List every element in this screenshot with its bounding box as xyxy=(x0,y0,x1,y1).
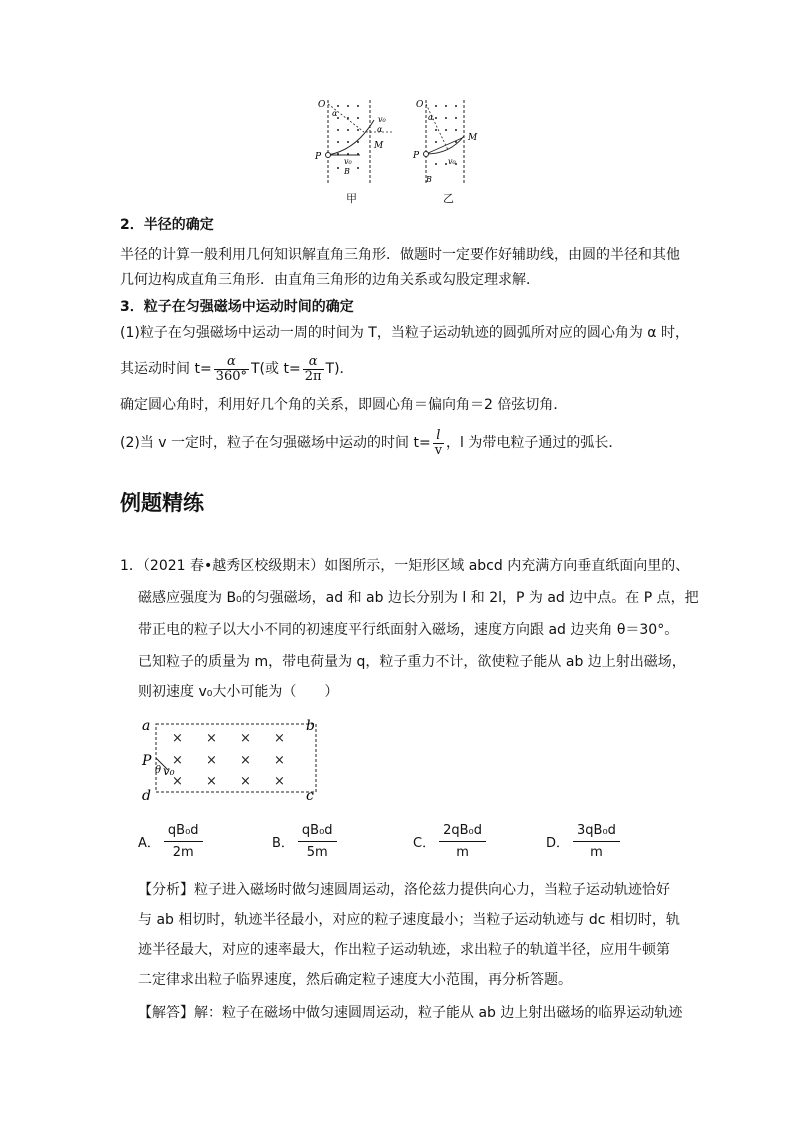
section2-heading: 2．半径的确定 xyxy=(120,217,214,233)
jia-point-P xyxy=(326,153,331,158)
fraction-denominator: 5m xyxy=(298,841,337,861)
analysis-line1: 【分析】粒子进入磁场时做匀速圆周运动，洛伦兹力提供向心力，当粒子运动轨迹恰好 xyxy=(138,882,670,898)
p2-prefix: (2)当 v 一定时，粒子在匀强磁场中运动的时间 t= xyxy=(120,435,431,451)
fraction-numerator: 3qB₀d xyxy=(577,823,616,838)
fraction-l-v xyxy=(433,429,444,458)
figure-jia-caption: 甲 xyxy=(346,192,357,205)
section3-p1-line1: (1)粒子在匀强磁场中运动一周的时间为 T，当粒子运动轨迹的圆弧所对应的圆心角为 α 时， xyxy=(120,325,689,341)
fraction-denominator: 360° xyxy=(215,368,247,384)
fraction-alpha-360 xyxy=(214,355,249,384)
yi-label-M: M xyxy=(468,133,478,143)
svg-text:×: × xyxy=(172,753,183,768)
option-fraction xyxy=(164,822,203,861)
top-figures xyxy=(300,92,490,207)
svg-text:×: × xyxy=(206,731,217,746)
section3-p1-line3: 确定圆心角时，利用好几个角的关系，即圆心角＝偏向角＝2 倍弦切角． xyxy=(120,397,568,413)
jia-label-v0-bottom: v₀ xyxy=(344,157,352,166)
svg-text:×: × xyxy=(206,774,217,789)
corner-b: b xyxy=(306,718,315,734)
question1-figure xyxy=(136,712,326,804)
option-fraction xyxy=(298,822,337,861)
examples-heading: 例题精练 xyxy=(120,491,204,515)
question1-line1: 1．（2021 春•越秀区校级期末）如图所示，一矩形区域 abcd 内充满方向垂直纸面向里的、 xyxy=(120,558,690,574)
option-B[interactable] xyxy=(272,822,337,861)
yi-label-v0: v₀ xyxy=(448,157,456,166)
yi-field-dots xyxy=(435,105,457,165)
answer-line1: 【解答】解：粒子在磁场中做匀速圆周运动，粒子能从 ab 边上射出磁场的临界运动轨迹 xyxy=(138,1005,683,1021)
yi-label-alpha1: α xyxy=(428,113,434,122)
corner-c: c xyxy=(306,788,314,804)
svg-text:×: × xyxy=(206,753,217,768)
corner-a: a xyxy=(142,718,151,734)
option-fraction xyxy=(573,822,620,861)
svg-text:×: × xyxy=(172,774,183,789)
jia-label-B: B xyxy=(344,167,350,176)
analysis-line3: 迹半径最大，对应的速率最大，作出粒子运动轨迹，求出粒子的轨道半径，应用牛顿第 xyxy=(138,942,670,958)
section2-line2: 几何边构成直角三角形．由直角三角形的边角关系或勾股定理求解． xyxy=(120,272,540,288)
p2-suffix: ，l 为带电粒子通过的弧长． xyxy=(446,435,623,451)
fraction-denominator: m xyxy=(439,841,486,861)
fraction-numerator: qB₀d xyxy=(167,823,199,838)
svg-text:×: × xyxy=(240,731,251,746)
fraction-denominator: m xyxy=(573,841,620,861)
yi-point-P xyxy=(424,152,429,157)
formula-prefix: 其运动时间 t= xyxy=(120,361,212,377)
svg-text:×: × xyxy=(240,753,251,768)
svg-text:×: × xyxy=(240,774,251,789)
yi-label-O: O xyxy=(416,100,424,110)
option-label: C． xyxy=(413,836,436,851)
yi-chord xyxy=(426,138,462,154)
fraction-alpha-2pi xyxy=(303,355,324,384)
section3-p1-line2 xyxy=(120,352,354,386)
jia-trajectory xyxy=(328,120,374,155)
option-label: B． xyxy=(272,836,294,851)
jia-label-P: P xyxy=(315,152,322,162)
yi-label-P: P xyxy=(413,151,420,161)
fraction-denominator: 2m xyxy=(164,841,203,861)
fraction-numerator: α xyxy=(308,353,318,369)
option-D[interactable] xyxy=(546,822,620,861)
angle-theta: θ xyxy=(155,765,162,776)
fraction-numerator: 2qB₀d xyxy=(443,823,482,838)
figure-jia xyxy=(314,100,392,184)
question1-line3: 带正电的粒子以大小不同的初速度平行纸面射入磁场，速度方向跟 ad 边夹角 θ＝30°。 xyxy=(138,622,679,638)
option-fraction xyxy=(439,822,486,861)
jia-label-v0-top: v₀ xyxy=(378,115,386,124)
formula-suffix: T)． xyxy=(325,361,354,377)
figure-yi xyxy=(412,100,478,184)
analysis-line4: 二定律求出粒子临界速度，然后确定粒子速度大小范围，再分析答题。 xyxy=(138,972,572,988)
option-label: A． xyxy=(138,836,160,851)
jia-label-O: O xyxy=(318,100,326,110)
fraction-numerator: qB₀d xyxy=(301,823,333,838)
option-C[interactable] xyxy=(413,822,486,861)
question1-line4: 已知粒子的质量为 m，带电荷量为 q，粒子重力不计，欲使粒子能从 ab 边上射出磁场， xyxy=(138,654,686,670)
option-label: D． xyxy=(546,836,570,851)
svg-text:×: × xyxy=(274,731,285,746)
question1-line5: 则初速度 v₀大小可能为（ ） xyxy=(138,684,339,700)
option-A[interactable] xyxy=(138,822,203,861)
jia-label-alpha2: α xyxy=(377,125,383,134)
yi-label-B: B xyxy=(426,175,432,184)
section3-heading: 3．粒子在匀强磁场中运动时间的确定 xyxy=(120,299,354,315)
section3-p2 xyxy=(120,426,622,460)
svg-text:×: × xyxy=(274,774,285,789)
section2-line1: 半径的计算一般利用几何知识解直角三角形．做题时一定要作好辅助线，由圆的半径和其他 xyxy=(120,247,680,263)
svg-text:×: × xyxy=(172,731,183,746)
yi-radius-line xyxy=(426,104,448,150)
jia-label-alpha1: α xyxy=(332,109,338,118)
analysis-line2: 与 ab 相切时，轨迹半径最小，对应的粒子速度最小；当粒子运动轨迹与 dc 相切时，轨 xyxy=(138,912,680,928)
question1-line2: 磁感应强度为 B₀的匀强磁场，ad 和 ab 边长分别为 l 和 2l，P 为 ad 边中点。在 P 点，把 xyxy=(138,590,699,606)
corner-d: d xyxy=(142,788,151,804)
fraction-numerator: l xyxy=(436,427,441,443)
svg-text:×: × xyxy=(274,753,285,768)
fraction-numerator: α xyxy=(226,353,236,369)
formula-mid: T(或 t= xyxy=(251,361,301,377)
field-crosses xyxy=(172,731,285,789)
jia-label-M: M xyxy=(374,141,384,151)
fraction-denominator: 2π xyxy=(304,368,322,384)
velocity-label: v₀ xyxy=(163,764,175,778)
fraction-denominator: v xyxy=(434,442,443,458)
point-P: P xyxy=(142,753,152,769)
figure-yi-caption: 乙 xyxy=(443,192,454,205)
